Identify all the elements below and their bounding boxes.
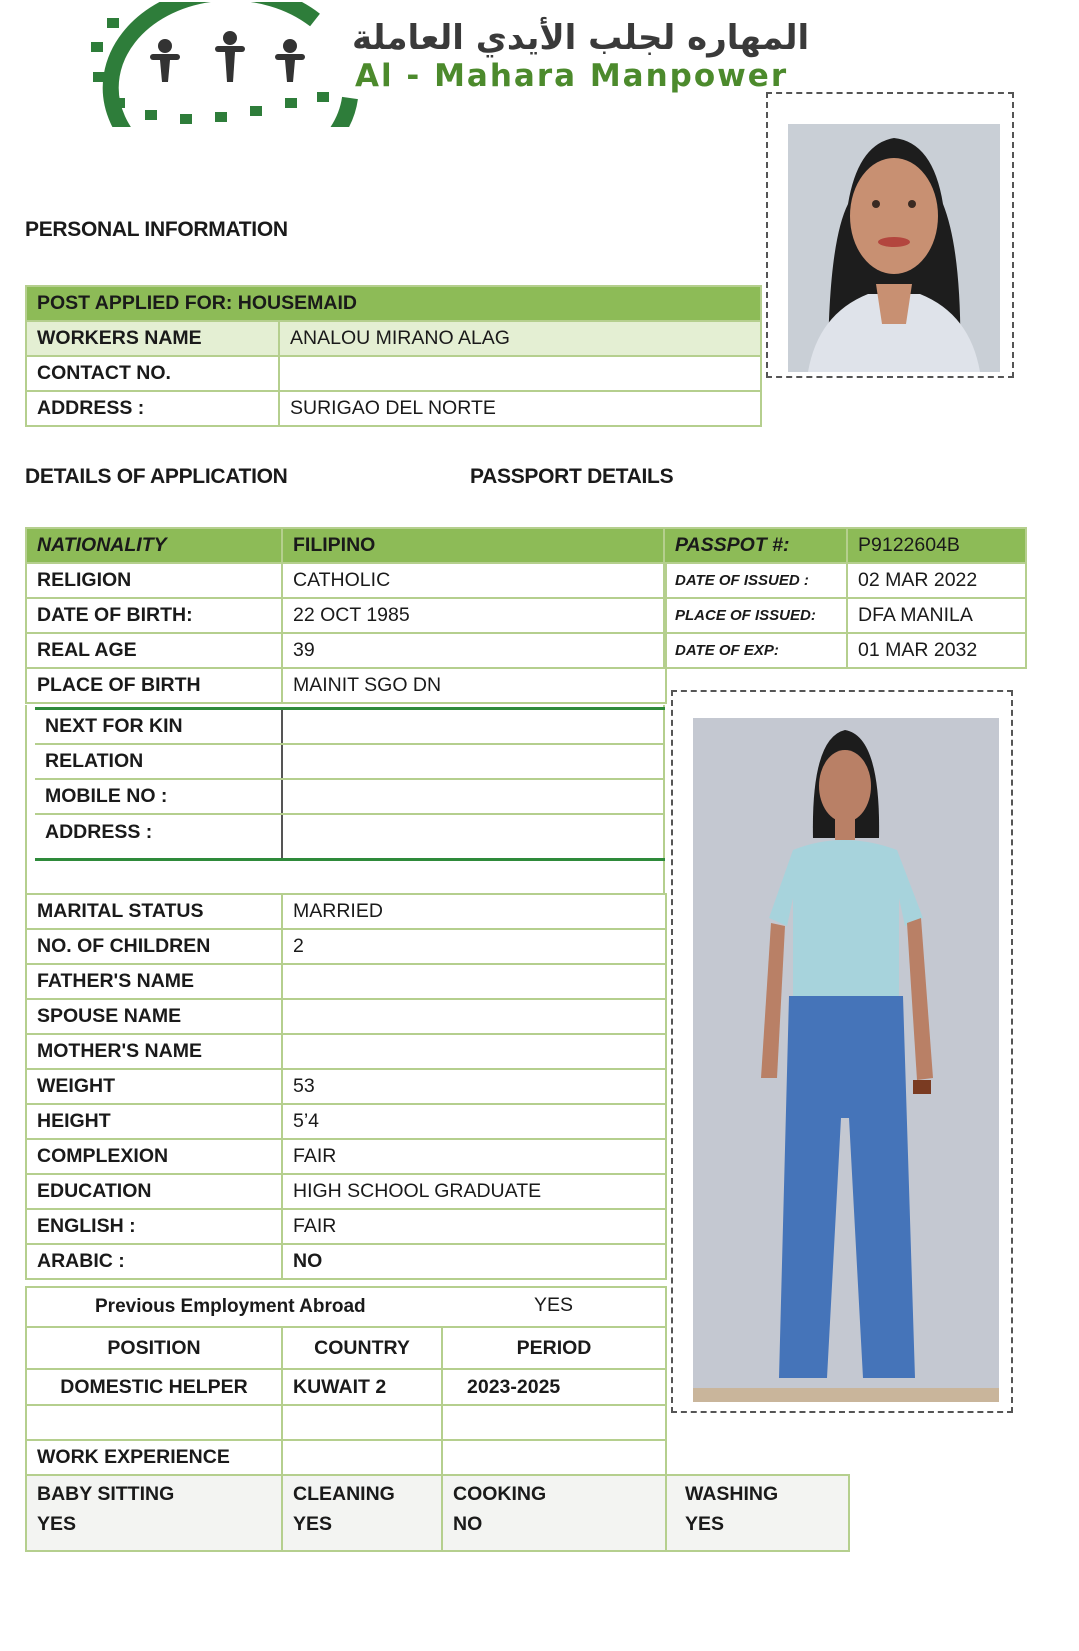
issued-date-value: 02 MAR 2022 bbox=[847, 563, 1026, 598]
employment-empty-row bbox=[26, 1405, 666, 1440]
weight-label: WEIGHT bbox=[26, 1069, 282, 1104]
contact-value bbox=[279, 356, 761, 391]
passport-number-label: PASSPOT #: bbox=[664, 528, 847, 563]
marital-value: MARRIED bbox=[282, 894, 666, 929]
person-headshot-icon bbox=[788, 124, 1000, 372]
education-label: EDUCATION bbox=[26, 1174, 282, 1209]
age-row bbox=[26, 633, 666, 668]
empty-cell bbox=[26, 1405, 282, 1440]
mother-value bbox=[282, 1034, 666, 1069]
skills-value-row bbox=[26, 1513, 849, 1551]
address-row bbox=[26, 391, 761, 426]
issued-date-row bbox=[664, 563, 1026, 598]
mother-label: MOTHER'S NAME bbox=[26, 1034, 282, 1069]
passport-number-value: P9122604B bbox=[847, 528, 1026, 563]
expiry-row bbox=[664, 633, 1026, 668]
issued-date-label: DATE OF ISSUED : bbox=[664, 563, 847, 598]
education-value: HIGH SCHOOL GRADUATE bbox=[282, 1174, 666, 1209]
nationality-value: FILIPINO bbox=[282, 528, 666, 563]
arabic-value: NO bbox=[282, 1244, 666, 1279]
application-table-top bbox=[25, 527, 667, 704]
position-header: POSITION bbox=[26, 1327, 282, 1369]
kin-table bbox=[35, 707, 665, 861]
complexion-value: FAIR bbox=[282, 1139, 666, 1174]
issued-place-value: DFA MANILA bbox=[847, 598, 1026, 633]
kin-name-label: NEXT FOR KIN bbox=[35, 709, 282, 744]
address-label: ADDRESS : bbox=[26, 391, 279, 426]
work-experience-label: WORK EXPERIENCE bbox=[26, 1440, 282, 1475]
personal-info-table bbox=[25, 285, 762, 427]
place-of-birth-value: MAINIT SGO DN bbox=[282, 668, 666, 703]
expiry-value: 01 MAR 2032 bbox=[847, 633, 1026, 668]
age-value: 39 bbox=[282, 633, 666, 668]
kin-name-value bbox=[282, 709, 665, 744]
father-label: FATHER'S NAME bbox=[26, 964, 282, 999]
weight-value: 53 bbox=[282, 1069, 666, 1104]
dob-label: DATE OF BIRTH: bbox=[26, 598, 282, 633]
issued-place-row bbox=[664, 598, 1026, 633]
skill-washing-value: YES bbox=[666, 1513, 849, 1551]
passport-table bbox=[663, 527, 1027, 669]
post-applied-row bbox=[26, 286, 761, 321]
headshot-photo-frame bbox=[766, 92, 1014, 378]
employment-header-row bbox=[26, 1327, 666, 1369]
previous-employment-value: YES bbox=[442, 1287, 666, 1327]
skills-table bbox=[25, 1474, 850, 1552]
kin-address-row bbox=[35, 814, 665, 860]
english-label: ENGLISH : bbox=[26, 1209, 282, 1244]
company-name-arabic: المهاره لجلب الأيدي العاملة bbox=[352, 18, 810, 58]
spouse-value bbox=[282, 999, 666, 1034]
marital-row bbox=[26, 894, 666, 929]
skill-baby-sitting-value: YES bbox=[26, 1513, 282, 1551]
period-header: PERIOD bbox=[442, 1327, 666, 1369]
height-value: 5’4 bbox=[282, 1104, 666, 1139]
religion-row bbox=[26, 563, 666, 598]
religion-label: RELIGION bbox=[26, 563, 282, 598]
details-of-application-heading: DETAILS OF APPLICATION bbox=[25, 465, 288, 488]
arabic-label: ARABIC : bbox=[26, 1244, 282, 1279]
relation-label: RELATION bbox=[35, 744, 282, 779]
company-name-english: Al - Mahara Manpower bbox=[355, 58, 789, 94]
height-row bbox=[26, 1104, 666, 1139]
english-row bbox=[26, 1209, 666, 1244]
kin-mobile-row bbox=[35, 779, 665, 814]
skill-cleaning-value: YES bbox=[282, 1513, 442, 1551]
dob-row bbox=[26, 598, 666, 633]
empty-cell bbox=[442, 1440, 666, 1475]
empty-cell bbox=[282, 1405, 442, 1440]
children-row bbox=[26, 929, 666, 964]
personal-information-heading: PERSONAL INFORMATION bbox=[25, 218, 288, 241]
expiry-label: DATE OF EXP: bbox=[664, 633, 847, 668]
children-value: 2 bbox=[282, 929, 666, 964]
complexion-row bbox=[26, 1139, 666, 1174]
age-label: REAL AGE bbox=[26, 633, 282, 668]
employment-row bbox=[26, 1369, 666, 1405]
workers-name-row bbox=[26, 321, 761, 356]
empty-cell bbox=[282, 1440, 442, 1475]
spouse-label: SPOUSE NAME bbox=[26, 999, 282, 1034]
father-value bbox=[282, 964, 666, 999]
children-label: NO. OF CHILDREN bbox=[26, 929, 282, 964]
person-full-body-icon bbox=[693, 718, 999, 1402]
religion-value: CATHOLIC bbox=[282, 563, 666, 598]
height-label: HEIGHT bbox=[26, 1104, 282, 1139]
weight-row bbox=[26, 1069, 666, 1104]
kin-row bbox=[35, 709, 665, 744]
nationality-label: NATIONALITY bbox=[26, 528, 282, 563]
kin-mobile-value bbox=[282, 779, 665, 814]
employment-table bbox=[25, 1286, 667, 1476]
kin-mobile-label: MOBILE NO : bbox=[35, 779, 282, 814]
workers-name-label: WORKERS NAME bbox=[26, 321, 279, 356]
employment-country: KUWAIT 2 bbox=[282, 1369, 442, 1405]
employment-position: DOMESTIC HELPER bbox=[26, 1369, 282, 1405]
contact-row bbox=[26, 356, 761, 391]
previous-employment-label: Previous Employment Abroad bbox=[26, 1287, 442, 1327]
father-row bbox=[26, 964, 666, 999]
dob-value: 22 OCT 1985 bbox=[282, 598, 666, 633]
issued-place-label: PLACE OF ISSUED: bbox=[664, 598, 847, 633]
country-header: COUNTRY bbox=[282, 1327, 442, 1369]
post-applied: POST APPLIED FOR: HOUSEMAID bbox=[26, 286, 761, 321]
passport-number-row bbox=[664, 528, 1026, 563]
marital-label: MARITAL STATUS bbox=[26, 894, 282, 929]
previous-employment-row bbox=[26, 1287, 666, 1327]
skill-baby-sitting: BABY SITTING bbox=[26, 1475, 282, 1513]
employment-period: 2023-2025 bbox=[442, 1369, 666, 1405]
skills-name-row bbox=[26, 1475, 849, 1513]
address-value: SURIGAO DEL NORTE bbox=[279, 391, 761, 426]
skill-washing: WASHING bbox=[666, 1475, 849, 1513]
arabic-row bbox=[26, 1244, 666, 1279]
workers-name-value: ANALOU MIRANO ALAG bbox=[279, 321, 761, 356]
nationality-row bbox=[26, 528, 666, 563]
work-experience-row bbox=[26, 1440, 666, 1475]
mother-row bbox=[26, 1034, 666, 1069]
skill-cooking: COOKING bbox=[442, 1475, 666, 1513]
kin-address-value bbox=[282, 814, 665, 860]
relation-value bbox=[282, 744, 665, 779]
application-table-bottom bbox=[25, 893, 667, 1280]
english-value: FAIR bbox=[282, 1209, 666, 1244]
empty-cell bbox=[442, 1405, 666, 1440]
full-body-photo-frame bbox=[671, 690, 1013, 1413]
passport-details-heading: PASSPORT DETAILS bbox=[470, 465, 674, 488]
contact-label: CONTACT NO. bbox=[26, 356, 279, 391]
place-of-birth-row bbox=[26, 668, 666, 703]
relation-row bbox=[35, 744, 665, 779]
spouse-row bbox=[26, 999, 666, 1034]
place-of-birth-label: PLACE OF BIRTH bbox=[26, 668, 282, 703]
company-logo-icon bbox=[85, 2, 365, 127]
complexion-label: COMPLEXION bbox=[26, 1139, 282, 1174]
skill-cooking-value: NO bbox=[442, 1513, 666, 1551]
education-row bbox=[26, 1174, 666, 1209]
kin-address-label: ADDRESS : bbox=[35, 814, 282, 860]
skill-cleaning: CLEANING bbox=[282, 1475, 442, 1513]
